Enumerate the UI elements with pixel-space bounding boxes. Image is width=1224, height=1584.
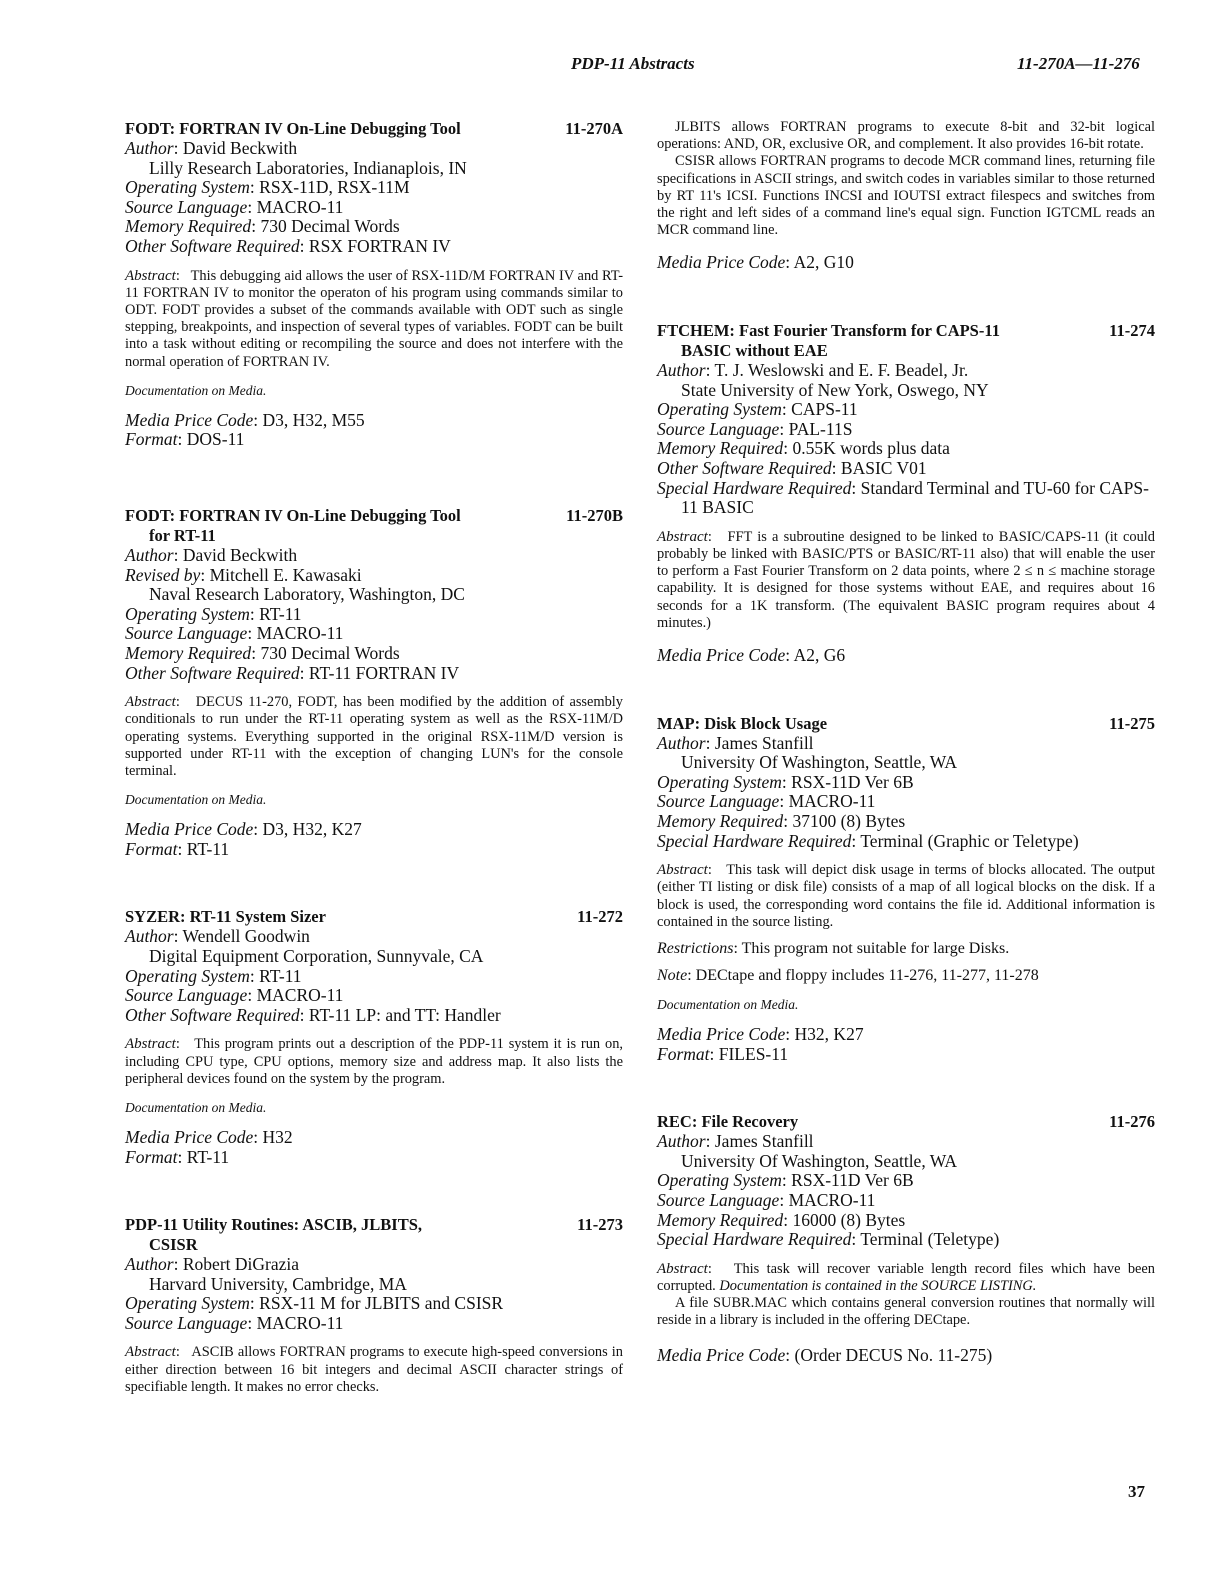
hardware-field: Special Hardware Required: Standard Terminal and TU-60 for CAPS-11 BASIC <box>657 477 1149 518</box>
documentation-note: Documentation on Media. <box>657 996 799 1012</box>
os-field: Operating System: CAPS-11 <box>657 399 858 420</box>
entry-11-273-continued <box>657 119 1155 273</box>
entry-fields <box>657 361 1155 518</box>
entry-code: 11-272 <box>577 907 623 927</box>
entry-title: FODT: FORTRAN IV On-Line Debugging Tool <box>125 505 461 525</box>
restrictions-field: Restrictions: This program not suitable for large Disks. <box>657 939 1010 957</box>
running-header-title: PDP-11 Abstracts <box>571 54 695 73</box>
entry-11-274 <box>657 321 1155 666</box>
abstract: Abstract: This debugging aid allows the user of RSX-11D/M FORTRAN IV and RT-11 FORTRAN IV to monitor the operaton of his program using commands similar to ODT. FODT provides a subset of the commands available with ODT such as single stepping, breakpoints, and inspection of several types of variables. FODT can be built into a task without editing or recompiling the source and does not interfere with the normal operation of FORTRAN IV. <box>125 267 624 370</box>
affiliation: University Of Washington, Seattle, WA <box>681 1150 957 1171</box>
entry-title-row <box>125 1215 623 1255</box>
right-column <box>657 119 1155 1365</box>
abstract-paragraph: JLBITS allows FORTRAN programs to execute 8-bit and 32-bit logical operations: AND, OR, exclusive OR, and complement. It also provides 16-bit rotate. <box>657 119 1155 153</box>
entry-title: FODT: FORTRAN IV On-Line Debugging Tool <box>125 119 461 138</box>
entry-title-row <box>657 321 1155 361</box>
affiliation: Digital Equipment Corporation, Sunnyvale, CA <box>149 945 484 966</box>
entry-title-row <box>125 119 623 139</box>
format-field: Format: RT-11 <box>125 1146 230 1167</box>
abstract-paragraph: A file SUBR.MAC which contains general conversion routines that normally will reside in a library is included in the offering DECtape. <box>657 1295 1155 1329</box>
software-field: Other Software Required: RT-11 LP: and TT: Handler <box>125 1004 501 1025</box>
language-field: Source Language: MACRO-11 <box>125 196 344 217</box>
entry-fields <box>125 546 623 683</box>
entry-code: 11-273 <box>577 1215 623 1235</box>
price-field: Media Price Code: (Order DECUS No. 11-275) <box>657 1344 993 1365</box>
os-field: Operating System: RSX-11D, RSX-11M <box>125 177 410 198</box>
entry-code: 11-275 <box>1109 713 1155 733</box>
entry-11-275 <box>657 714 1155 1065</box>
memory-field: Memory Required: 37100 (8) Bytes <box>657 810 906 831</box>
author-field: Author: Robert DiGrazia <box>125 1254 300 1275</box>
affiliation: Harvard University, Cambridge, MA <box>149 1273 407 1294</box>
format-field: Format: RT-11 <box>125 838 230 859</box>
entry-11-272 <box>125 907 623 1167</box>
abstract: Abstract: DECUS 11-270, FODT, has been modified by the addition of assembly conditionals to run under the RT-11 operating system as well as the RSX-11M/D operating systems. Everything supported in the original RSX-11M/D version is supported under RT-11 with the exception of changing LUN's for the console terminal. <box>125 694 623 779</box>
entry-11-270a <box>125 119 623 450</box>
entry-title-row <box>657 1112 1155 1132</box>
entry-11-276 <box>657 1112 1155 1365</box>
entry-title: FTCHEM: Fast Fourier Transform for CAPS-11 <box>657 321 1000 341</box>
abstract: Abstract: This task will recover variable length record files which have been corrupted. Documentation is contained in the SOURCE LISTING. A file SUBR.MAC which contains general conversion routines that normally will reside in a library is included in the offering DECtape. <box>657 1260 1155 1329</box>
author-field: Author: David Beckwith <box>125 138 298 158</box>
abstract-paragraph: CSISR allows FORTRAN programs to decode MCR command lines, returning file specifications in ASCII strings, and switch codes in variables similar to those returned by RT 11's ICSI. Functions INCSI and IOUTSI extract filespecs and switches from the right and left sides of a command line's equal sign. Function IGTCML reads an MCR command line. <box>657 153 1155 239</box>
abstract: Abstract: This program prints out a description of the PDP-11 system it is run on, including CPU type, CPU options, memory size and address map. It also lists the peripheral devices found on the system by the program. <box>125 1036 623 1087</box>
price-field: Media Price Code: H32, K27 Format: FILES-11 <box>657 1025 1155 1064</box>
affiliation: University Of Washington, Seattle, WA <box>681 752 957 773</box>
entry-code: 11-270B <box>566 505 623 525</box>
abstract: Abstract: FFT is a subroutine designed to be linked to BASIC/CAPS-11 (it could probably be linked with BASIC/PTS or BASIC/RT-11 also) that will enable the user to perform a Fast Fourier Transform on 2 data points, where 2 ≤ n ≤ machine storage capability. It is designed for those systems without EAE, and requires about 16 seconds for a 1K transform. (The equivalent BASIC program requires about 4 minutes.) <box>657 528 1155 631</box>
author-field: Author: Wendell Goodwin <box>125 926 310 947</box>
language-field: Source Language: MACRO-11 <box>125 985 344 1006</box>
documentation-note: Documentation on Media. <box>125 792 267 808</box>
entry-title-continued: for RT-11 <box>149 525 216 545</box>
entry-title: REC: File Recovery <box>657 1112 799 1132</box>
entry-title: SYZER: RT-11 System Sizer <box>125 907 326 927</box>
language-field: Source Language: MACRO-11 <box>657 1189 876 1210</box>
entry-code: 11-276 <box>1109 1112 1155 1132</box>
author-field: Author: T. J. Weslowski and E. F. Beadel, Jr. <box>657 360 969 381</box>
entry-fields <box>125 927 623 1025</box>
affiliation: Lilly Research Laboratories, Indianaplois, IN <box>149 157 467 178</box>
documentation-note: Documentation on Media. <box>125 382 267 398</box>
entry-title-row <box>125 506 623 546</box>
memory-field: Memory Required: 16000 (8) Bytes <box>657 1209 906 1230</box>
entry-code: 11-270A <box>565 119 623 138</box>
documentation-note: Documentation on Media. <box>125 1099 267 1115</box>
language-field: Source Language: MACRO-11 <box>125 1312 344 1333</box>
memory-field: Memory Required: 0.55K words plus data <box>657 438 950 459</box>
price-field: Media Price Code: A2, G6 <box>657 644 846 665</box>
author-field: Author: David Beckwith <box>125 544 298 565</box>
software-field: Other Software Required: RSX FORTRAN IV <box>125 235 451 256</box>
abstract: Abstract: This task will depict disk usage in terms of blocks allocated. The output (either TI listing or disk file) consists of a map of all logical blocks on the disk. If a block is used, the corresponding word contains the file id. Additional information is contained in the source listing. <box>657 862 1156 930</box>
abstract-emphasis: Documentation is contained in the SOURCE LISTING. <box>719 1277 1037 1294</box>
affiliation: State University of New York, Oswego, NY <box>681 379 989 400</box>
page-number: 37 <box>1128 1482 1145 1501</box>
abstract-continued <box>657 119 1155 239</box>
author-field: Author: James Stanfill <box>657 732 814 753</box>
entry-title-row <box>125 907 623 927</box>
price-field: Media Price Code: D3, H32, M55 Format: DOS-11 <box>125 411 623 450</box>
os-field: Operating System: RT-11 <box>125 965 302 986</box>
entry-title-continued: CSISR <box>149 1235 198 1255</box>
left-column <box>125 119 623 1396</box>
author-field: Author: James Stanfill <box>657 1131 814 1152</box>
entry-11-273 <box>125 1215 623 1396</box>
software-field: Other Software Required: RT-11 FORTRAN IV <box>125 662 460 683</box>
format-field: Format: FILES-11 <box>657 1043 789 1064</box>
price-field: Media Price Code: A2, G10 <box>657 252 854 273</box>
entry-fields <box>657 1132 1155 1250</box>
memory-field: Memory Required: 730 Decimal Words <box>125 216 400 237</box>
os-field: Operating System: RT-11 <box>125 603 302 624</box>
entry-title: MAP: Disk Block Usage <box>657 713 828 733</box>
abstract: Abstract: ASCIB allows FORTRAN programs to execute high-speed conversions in either direction between 16 bit integers and decimal ASCII character strings of specifiable length. It makes no error checks. <box>125 1344 623 1395</box>
price-field: Media Price Code: D3, H32, K27 Format: RT-11 <box>125 820 623 859</box>
memory-field: Memory Required: 730 Decimal Words <box>125 642 400 663</box>
note-field: Note: DECtape and floppy includes 11-276, 11-277, 11-278 <box>657 966 1039 984</box>
entry-title: PDP-11 Utility Routines: ASCIB, JLBITS, <box>125 1215 423 1235</box>
revised-field: Revised by: Mitchell E. Kawasaki <box>125 564 362 585</box>
entry-fields <box>125 1255 623 1333</box>
os-field: Operating System: RSX-11D Ver 6B <box>657 1170 914 1191</box>
hardware-field: Special Hardware Required: Terminal (Graphic or Teletype) <box>657 830 1079 851</box>
entry-fields <box>657 734 1155 852</box>
entry-title-continued: BASIC without EAE <box>681 341 828 361</box>
hardware-field: Special Hardware Required: Terminal (Teletype) <box>657 1229 1000 1250</box>
language-field: Source Language: PAL-11S <box>657 418 853 439</box>
affiliation: Naval Research Laboratory, Washington, DC <box>149 584 465 605</box>
language-field: Source Language: MACRO-11 <box>657 791 876 812</box>
os-field: Operating System: RSX-11D Ver 6B <box>657 771 914 792</box>
price-field: Media Price Code: H32 Format: RT-11 <box>125 1128 623 1167</box>
format-field: Format: DOS-11 <box>125 429 245 450</box>
language-field: Source Language: MACRO-11 <box>125 623 344 644</box>
entry-code: 11-274 <box>1109 321 1155 341</box>
software-field: Other Software Required: BASIC V01 <box>657 457 927 478</box>
running-header-range: 11-270A—11-276 <box>1017 54 1140 73</box>
entry-fields <box>125 139 623 257</box>
entry-11-270b <box>125 506 623 859</box>
os-field: Operating System: RSX-11 M for JLBITS and CSISR <box>125 1293 504 1314</box>
entry-title-row <box>657 714 1155 734</box>
